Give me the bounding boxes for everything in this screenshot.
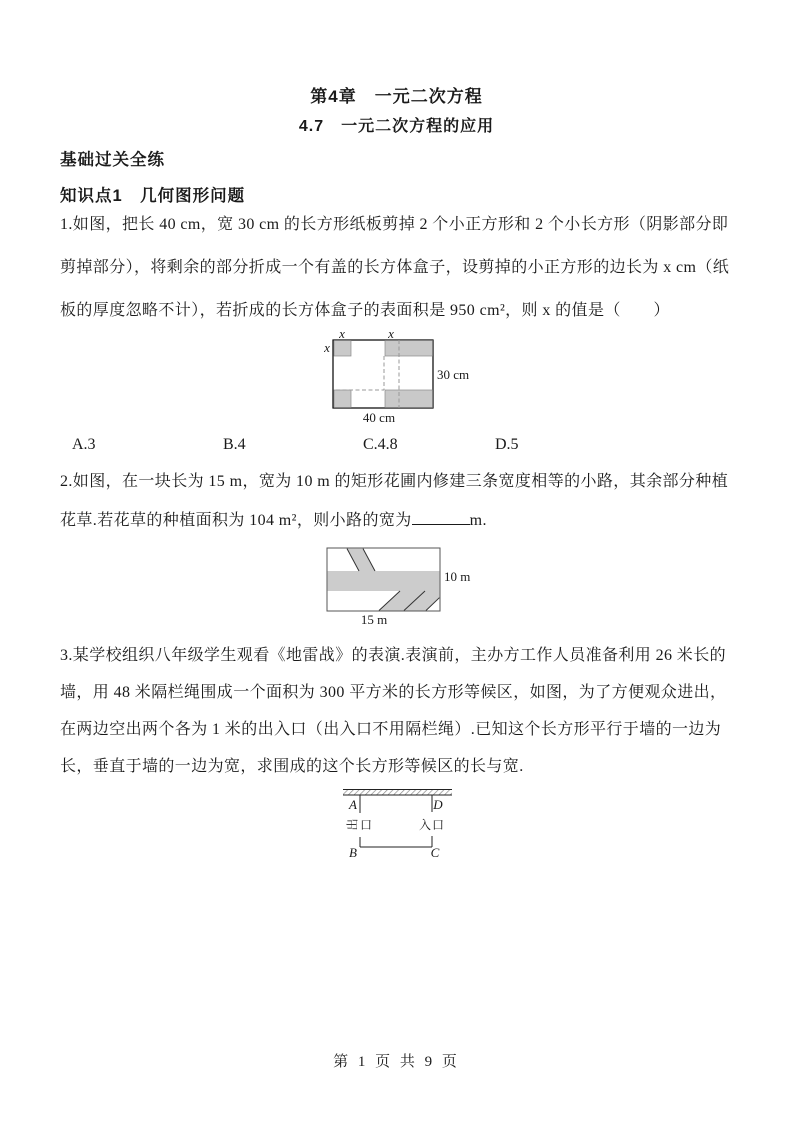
entrance-label xyxy=(419,818,444,832)
option-d: D.5 xyxy=(495,436,519,453)
problem-3-line-3: 在两边空出两个各为 1 米的出入口（出入口不用隔栏绳）.已知这个长方形平行于墙的一边为 xyxy=(60,721,722,738)
figure-2-width-label: 15 m xyxy=(360,612,388,627)
problem-2-text xyxy=(60,462,738,540)
answer-blank xyxy=(412,510,470,525)
figure-1-x-label-top-left: x xyxy=(339,326,345,341)
chapter-title: 第4章 一元二次方程 xyxy=(310,87,483,106)
section-title: 4.7 一元二次方程的应用 xyxy=(298,118,495,135)
figure-3-corner-b-label: B xyxy=(349,845,357,860)
practice-heading: 基础过关全练 xyxy=(60,151,165,169)
problem-2-line-1: 2.如图，在一块长为 15 m，宽为 10 m 的矩形花圃内修建三条宽度相等的小路，其余部分种植 xyxy=(60,473,729,490)
figure-1-box-folding-diagram xyxy=(315,325,483,430)
problem-2-line-2-before: 花草.若花草的种植面积为 104 m²，则小路的宽为 xyxy=(60,512,412,529)
wall-hatching xyxy=(343,790,452,796)
entrance-label-char-2: 口 xyxy=(431,818,445,832)
exit-label-char-1: 出 xyxy=(345,818,360,831)
problem-1-text xyxy=(60,203,738,332)
figure-2-garden-paths-diagram xyxy=(320,543,472,630)
option-b: B.4 xyxy=(223,436,246,453)
figure-1-x-label-top-mid: x xyxy=(388,326,394,341)
figure-3-corner-c-label: C xyxy=(430,845,440,860)
problem-3-text xyxy=(60,637,738,785)
figure-1-height-label: 30 cm xyxy=(437,367,470,382)
knowledge-point-heading: 知识点1 几何图形问题 xyxy=(60,187,246,205)
problem-2-line-2-after: m. xyxy=(469,512,487,529)
problem-1-line-3: 板的厚度忽略不计），若折成的长方体盒子的表面积是 950 cm²，则 x 的值是（ ） xyxy=(60,302,670,319)
figure-3-corner-d-label: D xyxy=(433,797,443,812)
figure-1-x-label-left: x xyxy=(324,340,330,355)
problem-1-line-1: 1.如图，把长 40 cm，宽 30 cm 的长方形纸板剪掉 2 个小正方形和 2 个小长方形（阴影部分即 xyxy=(60,216,729,233)
problem-1-line-2: 剪掉部分），将剩余的部分折成一个有盖的长方体盒子，设剪掉的小正方形的边长为 x cm（纸 xyxy=(60,259,730,276)
problem-2-line-2 xyxy=(60,501,738,540)
figure-3-waiting-area-diagram xyxy=(335,783,460,865)
problem-3-line-2: 墙，用 48 米隔栏绳围成一个面积为 300 平方米的长方形等候区，如图，为了方便观众进出， xyxy=(60,684,727,701)
figure-1-width-label: 40 cm xyxy=(362,410,396,425)
entrance-label-char-1: 入 xyxy=(418,818,432,832)
page-number-footer: 第 1 页 共 9 页 xyxy=(333,1054,460,1070)
figure-3-corner-a-label: A xyxy=(349,797,357,812)
figure-2-height-label: 10 m xyxy=(444,569,471,584)
problem-3-line-4: 长，垂直于墙的一边为宽，求围成的这个长方形等候区的长与宽. xyxy=(60,758,524,775)
option-a: A.3 xyxy=(72,436,96,453)
exit-label-char-2: 口 xyxy=(359,818,373,832)
exit-label xyxy=(345,818,373,832)
problem-3-line-1: 3.某学校组织八年级学生观看《地雷战》的表演.表演前，主办方工作人员准备利用 26 米长的 xyxy=(60,647,727,664)
option-c: C.4.8 xyxy=(363,436,398,453)
